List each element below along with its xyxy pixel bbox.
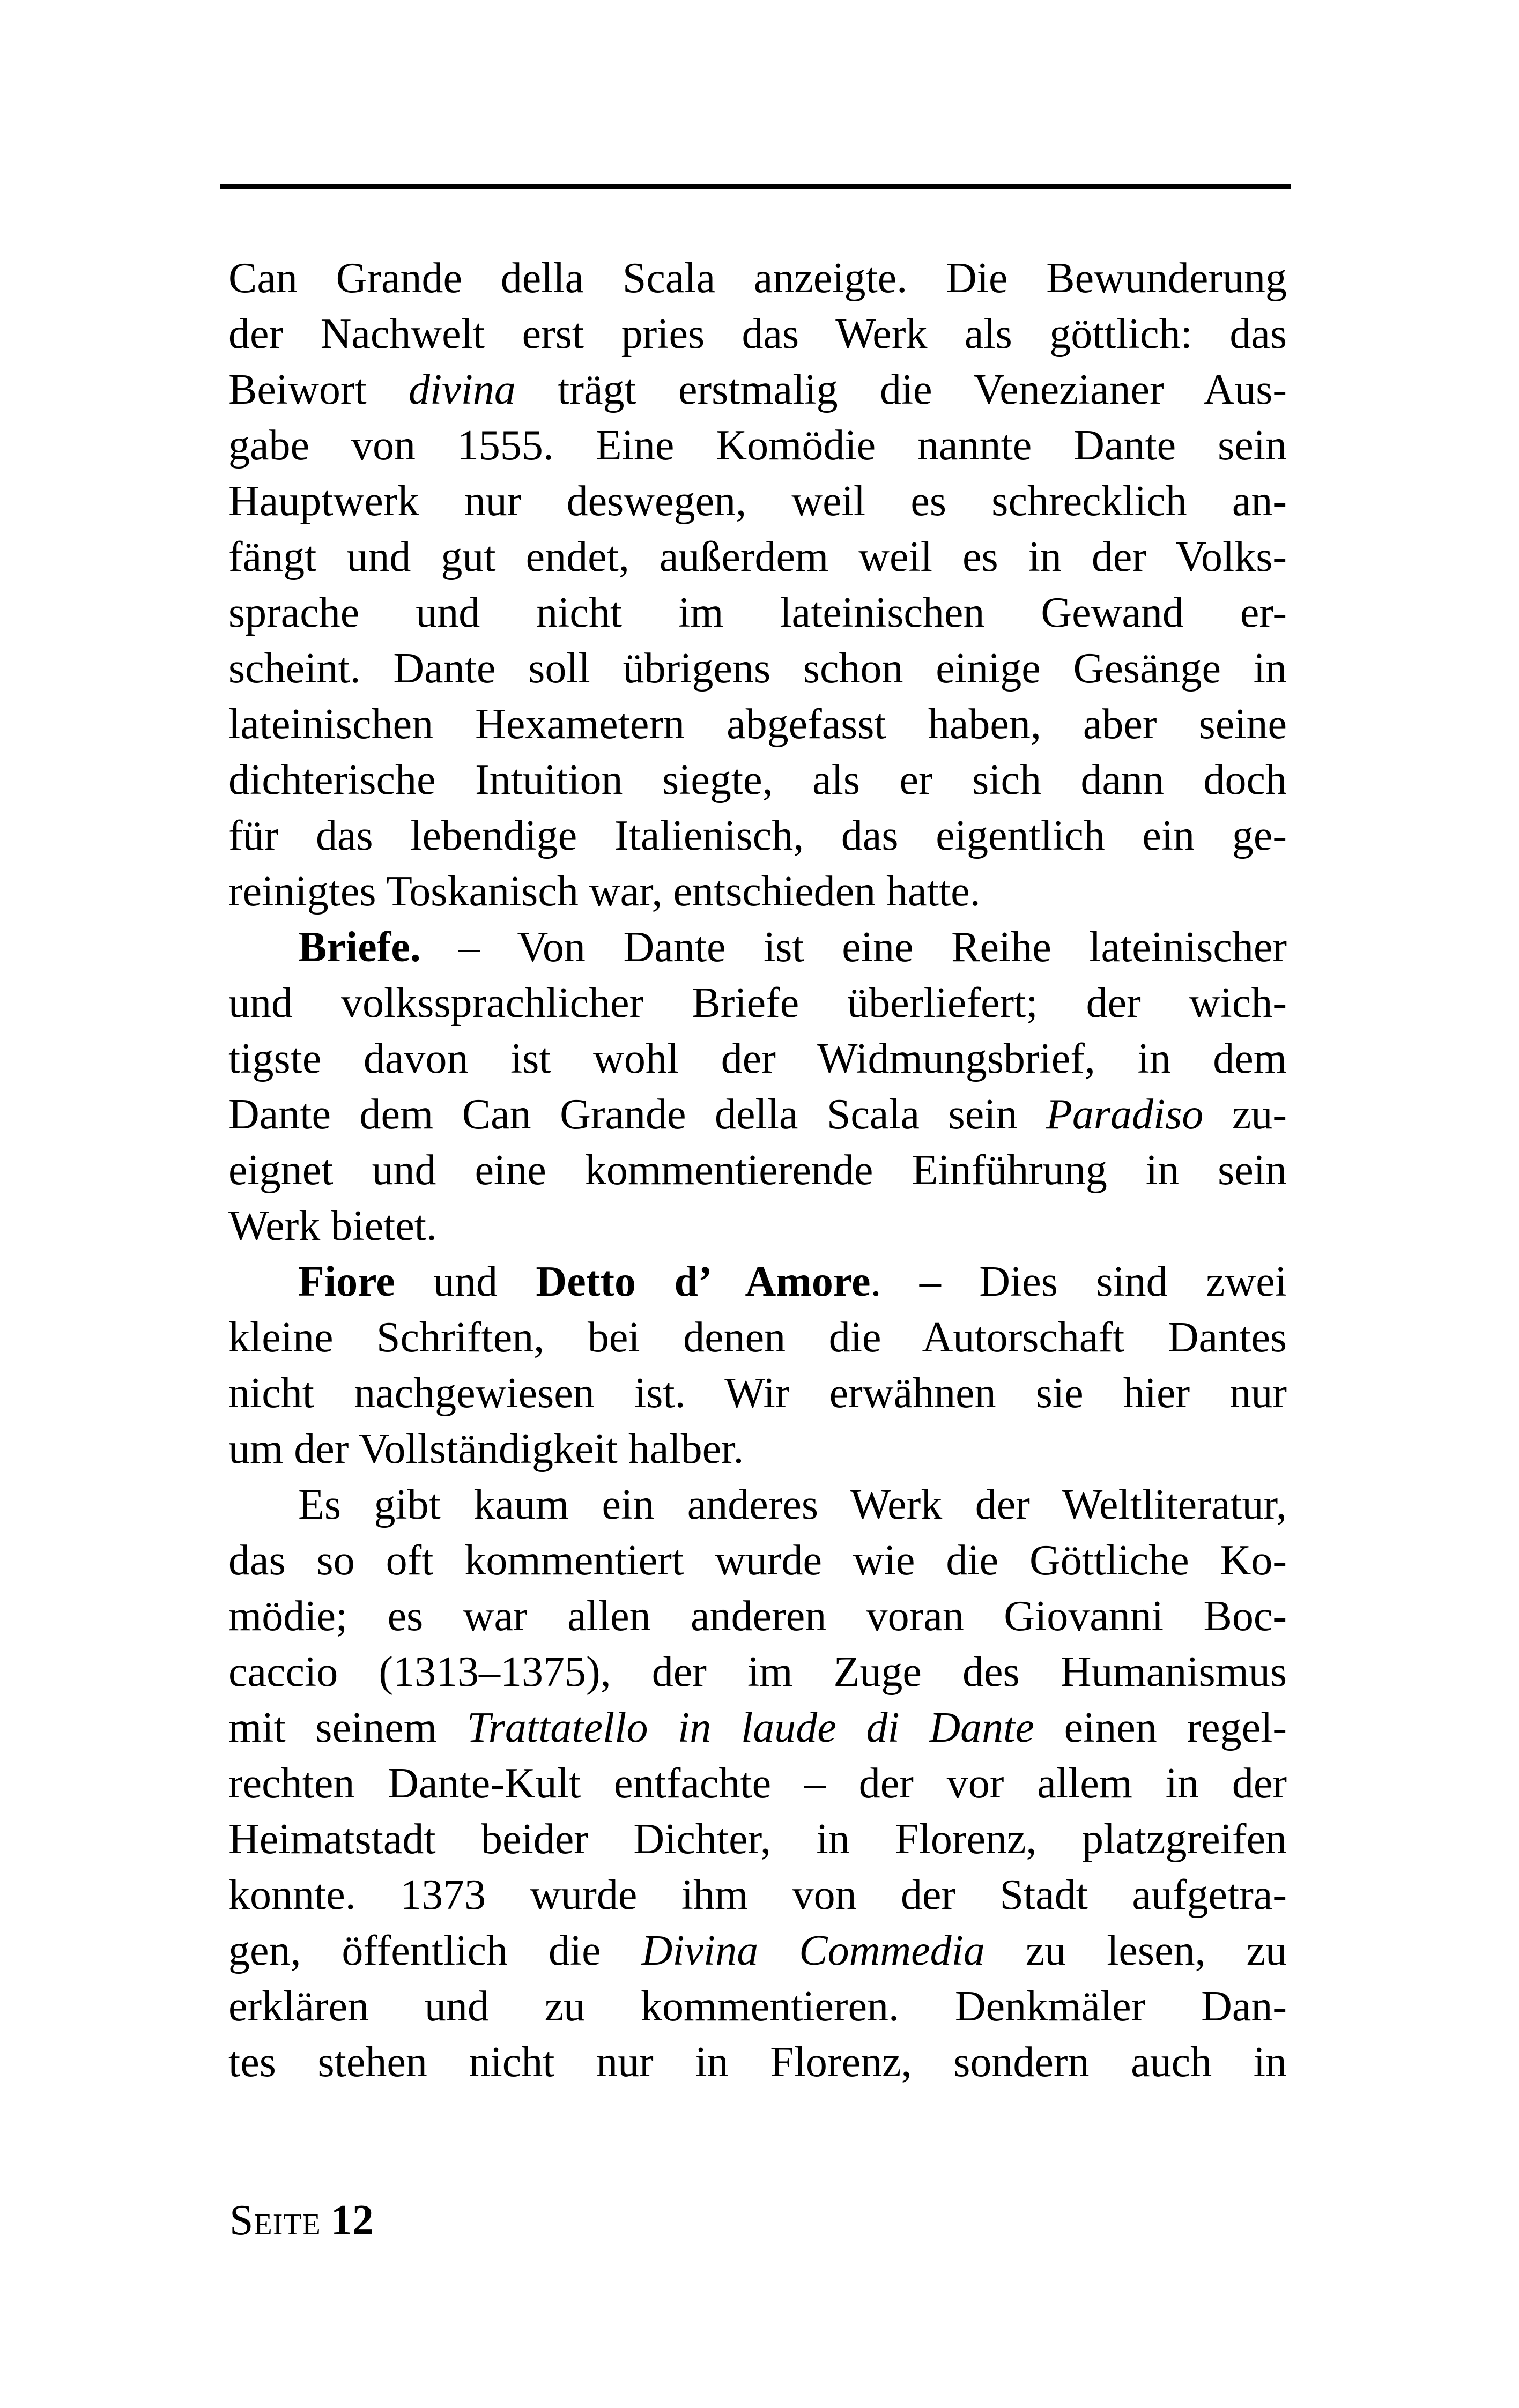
italic-text: Divina Commedia (641, 1927, 985, 1974)
plain-text: gabe von 1555. Eine Komödie nannte Dante sein (228, 422, 1287, 469)
plain-text: reinigtes Toskanisch war, entschieden hatte. (228, 868, 981, 915)
body-text (228, 250, 1287, 2090)
plain-text: fängt und gut endet, außerdem weil es in der Volks- (228, 533, 1287, 581)
text-line (228, 1700, 1287, 1756)
plain-text: zu lesen, zu (984, 1927, 1287, 1974)
text-line (228, 752, 1287, 808)
text-line (228, 1644, 1287, 1700)
plain-text: tes stehen nicht nur in Florenz, sondern auch in (228, 2039, 1287, 2086)
text-line (228, 529, 1287, 585)
text-line (228, 919, 1287, 975)
text-line (228, 1588, 1287, 1644)
plain-text: gen, öffentlich die (228, 1927, 642, 1974)
text-line (228, 864, 1287, 919)
plain-text: . – Dies sind zwei (870, 1258, 1287, 1305)
text-line (228, 1923, 1287, 1979)
plain-text: sprache und nicht im lateinischen Gewand er- (228, 589, 1287, 636)
text-line (228, 306, 1287, 362)
plain-text: Werk bietet. (228, 1202, 437, 1250)
text-line (228, 696, 1287, 752)
plain-text: konnte. 1373 wurde ihm von der Stadt aufgetra- (228, 1871, 1287, 1919)
text-line (228, 1811, 1287, 1867)
text-line (228, 1365, 1287, 1421)
text-line (228, 1142, 1287, 1198)
plain-text: der Nachwelt erst pries das Werk als göttlich: das (228, 310, 1287, 358)
bold-text: Briefe. (298, 924, 421, 971)
text-line (228, 1198, 1287, 1254)
header-rule (220, 184, 1291, 189)
plain-text: caccio (1313–1375), der im Zuge des Humanismus (228, 1648, 1287, 1696)
bold-text: Detto d’ Amore (536, 1258, 871, 1305)
plain-text: und volkssprachlicher Briefe überliefert; der wich- (228, 979, 1287, 1027)
plain-text: eignet und eine kommentierende Einführung in sein (228, 1147, 1287, 1194)
text-line (228, 1533, 1287, 1588)
plain-text: nicht nachgewiesen ist. Wir erwähnen sie hier nur (228, 1370, 1287, 1417)
plain-text: tigste davon ist wohl der Widmungsbrief, in dem (228, 1035, 1287, 1082)
plain-text: für das lebendige Italienisch, das eigentlich ein ge- (228, 812, 1287, 859)
text-line (228, 1254, 1287, 1310)
italic-text: divina (408, 366, 516, 413)
text-line (228, 1310, 1287, 1365)
italic-text: Trattatello in laude di Dante (466, 1704, 1034, 1751)
text-line (228, 1087, 1287, 1142)
page-footer (229, 2193, 374, 2248)
text-line (228, 1477, 1287, 1533)
plain-text: Can Grande della Scala anzeigte. Die Bewunderung (228, 255, 1287, 302)
bold-text: Fiore (298, 1258, 395, 1305)
plain-text: kleine Schriften, bei denen die Autorschaft Dantes (228, 1314, 1287, 1361)
plain-text: Dante dem Can Grande della Scala sein (228, 1091, 1047, 1138)
plain-text: zu- (1203, 1091, 1287, 1138)
plain-text: um der Vollständigkeit halber. (228, 1425, 744, 1473)
plain-text: und (395, 1258, 536, 1305)
text-line (228, 473, 1287, 529)
plain-text: erklären und zu kommentieren. Denkmäler Dan- (228, 1983, 1287, 2030)
text-line (228, 585, 1287, 641)
footer-page-number: 12 (330, 2197, 374, 2244)
plain-text: dichterische Intuition siegte, als er sich dann doch (228, 756, 1287, 804)
plain-text: einen regel- (1034, 1704, 1287, 1751)
text-line (228, 362, 1287, 418)
plain-text: lateinischen Hexametern abgefasst haben, aber seine (228, 701, 1287, 748)
plain-text: mödie; es war allen anderen voran Giovanni Boc- (228, 1593, 1287, 1640)
footer-page-label: Seite (229, 2197, 321, 2244)
text-line (228, 418, 1287, 473)
plain-text: scheint. Dante soll übrigens schon einige Gesänge in (228, 645, 1287, 692)
italic-text: Paradiso (1046, 1091, 1204, 1138)
text-line (228, 1979, 1287, 2034)
text-line (228, 975, 1287, 1031)
plain-text: Heimatstadt beider Dichter, in Florenz, platzgreifen (228, 1816, 1287, 1863)
plain-text: Es gibt kaum ein anderes Werk der Weltliteratur, (298, 1481, 1287, 1528)
plain-text: das so oft kommentiert wurde wie die Göttliche Ko- (228, 1537, 1287, 1584)
plain-text: rechten Dante-Kult entfachte – der vor allem in der (228, 1760, 1287, 1807)
text-line (228, 1031, 1287, 1087)
text-line (228, 1421, 1287, 1477)
plain-text: trägt erstmalig die Venezianer Aus- (515, 366, 1287, 413)
plain-text: Beiwort (228, 366, 409, 413)
text-line (228, 250, 1287, 306)
text-line (228, 641, 1287, 696)
plain-text: – Von Dante ist eine Reihe lateinischer (420, 924, 1287, 971)
plain-text: Hauptwerk nur deswegen, weil es schrecklich an- (228, 478, 1287, 525)
text-line (228, 1867, 1287, 1923)
text-line (228, 808, 1287, 864)
text-line (228, 2034, 1287, 2090)
text-line (228, 1756, 1287, 1811)
plain-text: mit seinem (228, 1704, 467, 1751)
